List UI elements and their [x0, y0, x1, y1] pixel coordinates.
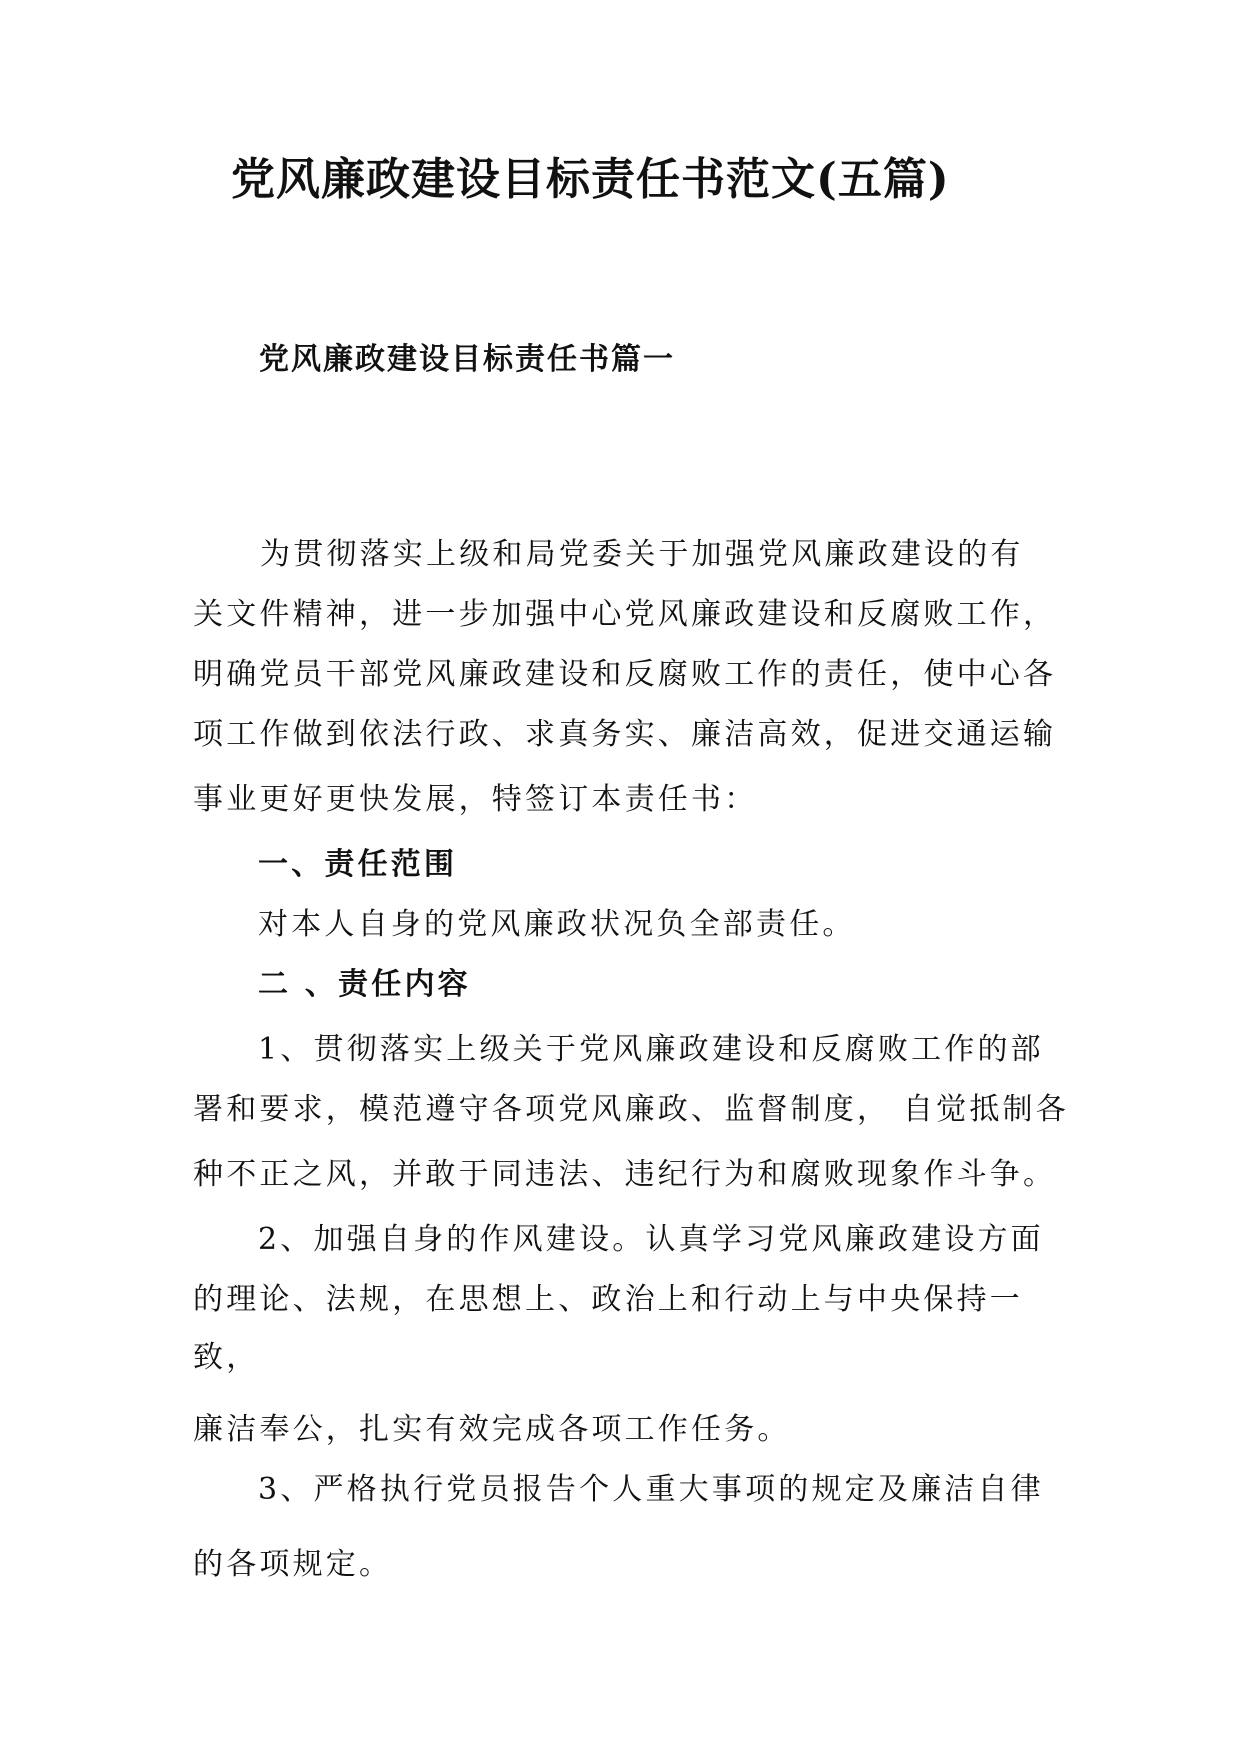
- paragraph-line: 的各项规定。: [193, 1547, 393, 1582]
- section-heading: 一、责任范围: [258, 847, 458, 882]
- paragraph-line: 3、严格执行党员报告个人重大事项的规定及廉洁自律: [258, 1472, 1044, 1507]
- paragraph-line: 致，: [193, 1340, 260, 1375]
- document-title: 党风廉政建设目标责任书范文(五篇): [231, 154, 950, 205]
- paragraph-line: 署和要求，模范遵守各项党风廉政、监督制度， 自觉抵制各: [193, 1092, 1069, 1127]
- paragraph-line: 关文件精神，进一步加强中心党风廉政建设和反腐败工作，: [193, 597, 1057, 632]
- paragraph-line: 种不正之风，并敢于同违法、违纪行为和腐败现象作斗争。: [193, 1157, 1057, 1192]
- paragraph-line: 1、贯彻落实上级关于党风廉政建设和反腐败工作的部: [258, 1032, 1044, 1067]
- paragraph-line: 项工作做到依法行政、求真务实、廉洁高效，促进交通运输: [193, 717, 1057, 752]
- paragraph-line: 明确党员干部党风廉政建设和反腐败工作的责任，使中心各: [193, 657, 1057, 692]
- paragraph-line: 的理论、法规，在思想上、政治上和行动上与中央保持一: [193, 1282, 1023, 1317]
- document-subtitle: 党风廉政建设目标责任书篇一: [259, 342, 675, 377]
- paragraph-line: 事业更好更快发展，特签订本责任书：: [193, 782, 758, 817]
- paragraph-line: 2、加强自身的作风建设。认真学习党风廉政建设方面: [258, 1222, 1044, 1257]
- paragraph-line: 对本人自身的党风廉政状况负全部责任。: [258, 907, 856, 942]
- paragraph-line: 廉洁奉公，扎实有效完成各项工作任务。: [193, 1412, 791, 1447]
- paragraph-line: 为贯彻落实上级和局党委关于加强党风廉政建设的有: [260, 537, 1024, 572]
- section-heading: 二 、责任内容: [258, 967, 471, 1002]
